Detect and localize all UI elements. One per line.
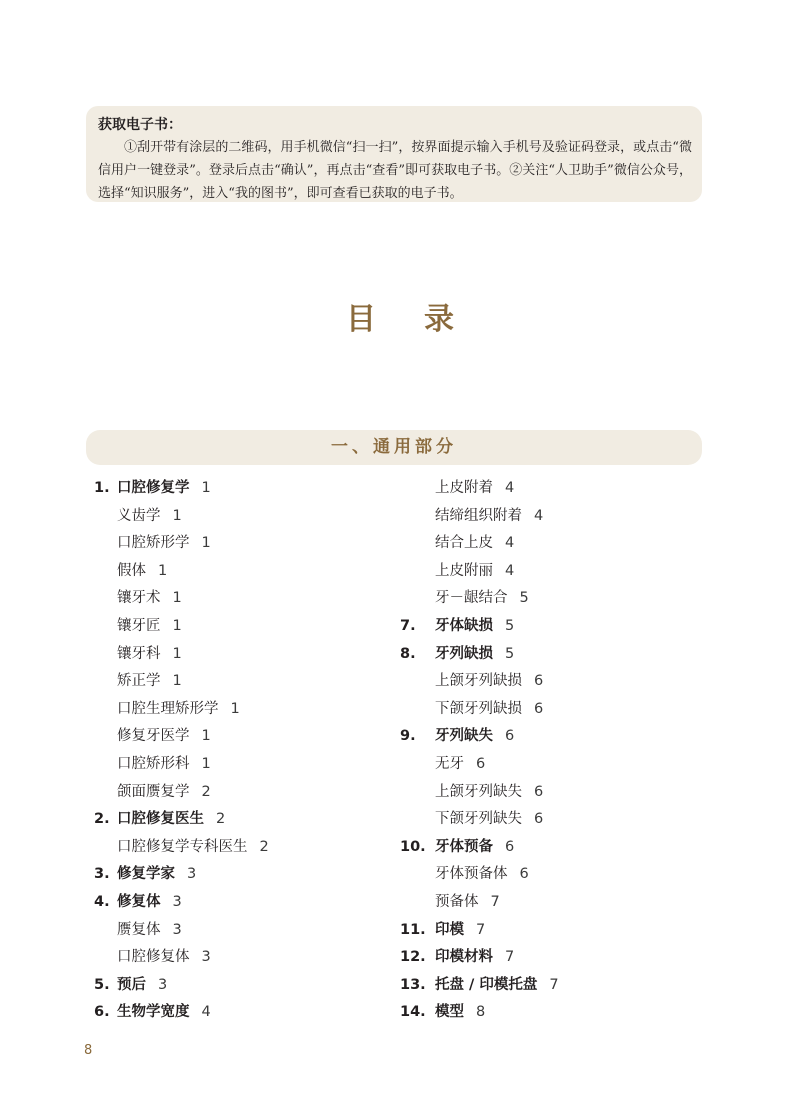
toc-entry-page: 3 [187, 866, 197, 883]
toc-entry-number: 2. [94, 811, 110, 828]
toc-entry-term: 修复牙医学 [117, 728, 190, 745]
toc-entry-number: 14. [400, 1004, 426, 1021]
toc-entry-number: 8. [400, 645, 416, 662]
toc-entry-page: 1 [201, 480, 211, 496]
toc-entry-term: 上皮附丽 [435, 562, 493, 579]
toc-entry [400, 668, 559, 696]
toc-entry-term: 镶牙术 [117, 590, 161, 607]
ebook-notice-box [86, 106, 702, 202]
toc-entry-number: 9. [400, 728, 416, 745]
toc-entry-page: 7 [490, 893, 500, 910]
toc-entry-term: 牙列缺失 [435, 728, 493, 745]
toc-entry-term: 印模材料 [435, 949, 493, 966]
toc-entry [94, 861, 269, 889]
toc-entry-page: 1 [201, 755, 211, 772]
toc-entry-term: 印模 [435, 921, 464, 938]
toc-entry-term: 镶牙匠 [117, 617, 161, 634]
toc-entry-term: 赝复体 [117, 921, 161, 938]
toc-entry-term: 预后 [117, 976, 146, 993]
toc-entry-number: 6. [94, 1004, 110, 1021]
toc-entry [400, 696, 559, 724]
toc-entry-term: 下颌牙列缺损 [435, 700, 522, 717]
toc-entry-page: 6 [534, 700, 544, 717]
toc-entry-number: 13. [400, 976, 426, 993]
toc-entry [400, 779, 559, 807]
toc-entry-page: 4 [534, 507, 544, 524]
toc-entry-term: 镶牙科 [117, 645, 161, 662]
toc-entry-page: 2 [259, 838, 269, 855]
toc-entry-term: 下颌牙列缺失 [435, 811, 522, 828]
toc-entry-term: 口腔矫形学 [117, 535, 190, 552]
toc-entry-term: 口腔修复学专科医生 [117, 838, 248, 855]
toc-entry-page: 1 [172, 507, 182, 524]
toc-entry-term: 结缔组织附着 [435, 507, 522, 524]
toc-entry-term: 牙－龈结合 [435, 590, 508, 607]
toc-entry-page: 6 [505, 838, 515, 855]
toc-right-column [400, 475, 559, 1027]
toc-entry [400, 806, 559, 834]
toc-entry-number: 10. [400, 838, 426, 855]
toc-entry [400, 861, 559, 889]
toc-entry-number: 7. [400, 617, 416, 634]
toc-entry [400, 585, 559, 613]
toc-entry [400, 751, 559, 779]
ebook-notice-body: ①刮开带有涂层的二维码，用手机微信“扫一扫”，按界面提示输入手机号及验证码登录，或点击“微信用户一键登录”。登录后点击“确认”，再点击“查看”即可获取电子书。②关注“人卫助手”微信公众号，选择“知识服务”，进入“我的图书”，即可查看已获取的电子书。 [98, 140, 692, 201]
toc-entry-page: 7 [549, 976, 559, 993]
toc-entry-page: 7 [476, 921, 486, 938]
toc-entry-page: 3 [158, 976, 168, 993]
toc-entry-term: 义齿学 [117, 507, 161, 524]
toc-entry [94, 503, 269, 531]
toc-entry-term: 预备体 [435, 893, 479, 910]
toc-entry-page: 6 [534, 783, 544, 800]
toc-entry [94, 641, 269, 669]
toc-entry [94, 806, 269, 834]
toc-entry-term: 口腔修复体 [117, 949, 190, 966]
toc-entry-term: 上颌牙列缺失 [435, 783, 522, 800]
toc-entry-page: 6 [519, 866, 529, 883]
toc-entry [94, 530, 269, 558]
toc-entry [400, 972, 559, 1000]
toc-entry [94, 917, 269, 945]
toc-entry-term: 上颌牙列缺损 [435, 673, 522, 690]
toc-entry [400, 558, 559, 586]
toc-entry-page: 4 [505, 480, 515, 496]
toc-entry-page: 8 [476, 1004, 486, 1021]
toc-entry-term: 口腔矫形科 [117, 755, 190, 772]
toc-entry [94, 999, 269, 1027]
toc-entry-page: 4 [505, 535, 515, 552]
toc-entry-term: 牙体预备体 [435, 866, 508, 883]
toc-entry-term: 上皮附着 [435, 480, 493, 496]
toc-entry-page: 3 [172, 893, 182, 910]
toc-entry [94, 723, 269, 751]
toc-entry-page: 3 [201, 949, 211, 966]
toc-entry [94, 834, 269, 862]
toc-entry-term: 牙列缺损 [435, 645, 493, 662]
toc-entry [94, 944, 269, 972]
section-title: 一、通用部分 [331, 437, 457, 457]
toc-entry-page: 6 [476, 755, 486, 772]
toc-entry [400, 475, 559, 503]
toc-entry-number: 1. [94, 480, 110, 496]
toc-entry [400, 944, 559, 972]
toc-entry-term: 牙体预备 [435, 838, 493, 855]
toc-entry-number: 12. [400, 949, 426, 966]
toc-entry [94, 696, 269, 724]
toc-entry-page: 2 [201, 783, 211, 800]
toc-entry-page: 1 [158, 562, 168, 579]
toc-entry-term: 修复学家 [117, 866, 175, 883]
toc-entry [400, 889, 559, 917]
toc-entry-term: 口腔生理矫形学 [117, 700, 219, 717]
toc-entry-term: 口腔修复学 [117, 480, 190, 496]
toc-entry [94, 668, 269, 696]
toc-entry-page: 5 [519, 590, 529, 607]
toc-entry-number: 3. [94, 866, 110, 883]
toc-entry-page: 1 [172, 645, 182, 662]
toc-entry [94, 889, 269, 917]
toc-title: 目录 [346, 302, 502, 337]
page-number: 8 [84, 1043, 93, 1058]
toc-entry [400, 641, 559, 669]
toc-entry [94, 613, 269, 641]
toc-entry-page: 6 [505, 728, 515, 745]
toc-entry [400, 530, 559, 558]
toc-entry-number: 5. [94, 976, 110, 993]
ebook-notice-title: 获取电子书： [98, 117, 182, 133]
toc-entry-number: 11. [400, 921, 426, 938]
toc-entry-page: 1 [230, 700, 240, 717]
toc-entry-term: 矫正学 [117, 673, 161, 690]
toc-entry [94, 475, 269, 503]
toc-entry-page: 1 [172, 673, 182, 690]
toc-entry-term: 假体 [117, 562, 146, 579]
toc-left-column [94, 475, 269, 1027]
toc-entry-term: 颌面赝复学 [117, 783, 190, 800]
section-header [86, 430, 702, 465]
toc-entry-number: 4. [94, 893, 110, 910]
toc-entry-page: 3 [172, 921, 182, 938]
toc-entry-page: 4 [505, 562, 515, 579]
toc-entry-page: 6 [534, 673, 544, 690]
toc-entry-page: 5 [505, 645, 515, 662]
toc-entry-page: 4 [201, 1004, 211, 1021]
toc-entry [400, 999, 559, 1027]
toc-entry-term: 结合上皮 [435, 535, 493, 552]
toc-entry-page: 1 [172, 617, 182, 634]
toc-entry [400, 917, 559, 945]
toc-entry [94, 558, 269, 586]
toc-entry-page: 1 [201, 728, 211, 745]
toc-entry-page: 6 [534, 811, 544, 828]
toc-entry [400, 834, 559, 862]
toc-entry-page: 1 [201, 535, 211, 552]
toc-entry-term: 托盘 / 印模托盘 [435, 976, 538, 993]
toc-entry-term: 生物学宽度 [117, 1004, 190, 1021]
toc-entry-page: 1 [172, 590, 182, 607]
toc-entry [94, 585, 269, 613]
toc-entry-page: 7 [505, 949, 515, 966]
toc-entry-page: 5 [505, 617, 515, 634]
toc-entry-term: 牙体缺损 [435, 617, 493, 634]
toc-entry-term: 模型 [435, 1004, 464, 1021]
toc-entry [94, 751, 269, 779]
toc-entry-page: 2 [216, 811, 226, 828]
toc-entry-term: 修复体 [117, 893, 161, 910]
toc-entry [400, 503, 559, 531]
toc-entry [400, 723, 559, 751]
toc-entry-term: 口腔修复医生 [117, 811, 204, 828]
toc-entry-term: 无牙 [435, 755, 464, 772]
toc-entry [94, 779, 269, 807]
toc-entry [94, 972, 269, 1000]
toc-entry [400, 613, 559, 641]
